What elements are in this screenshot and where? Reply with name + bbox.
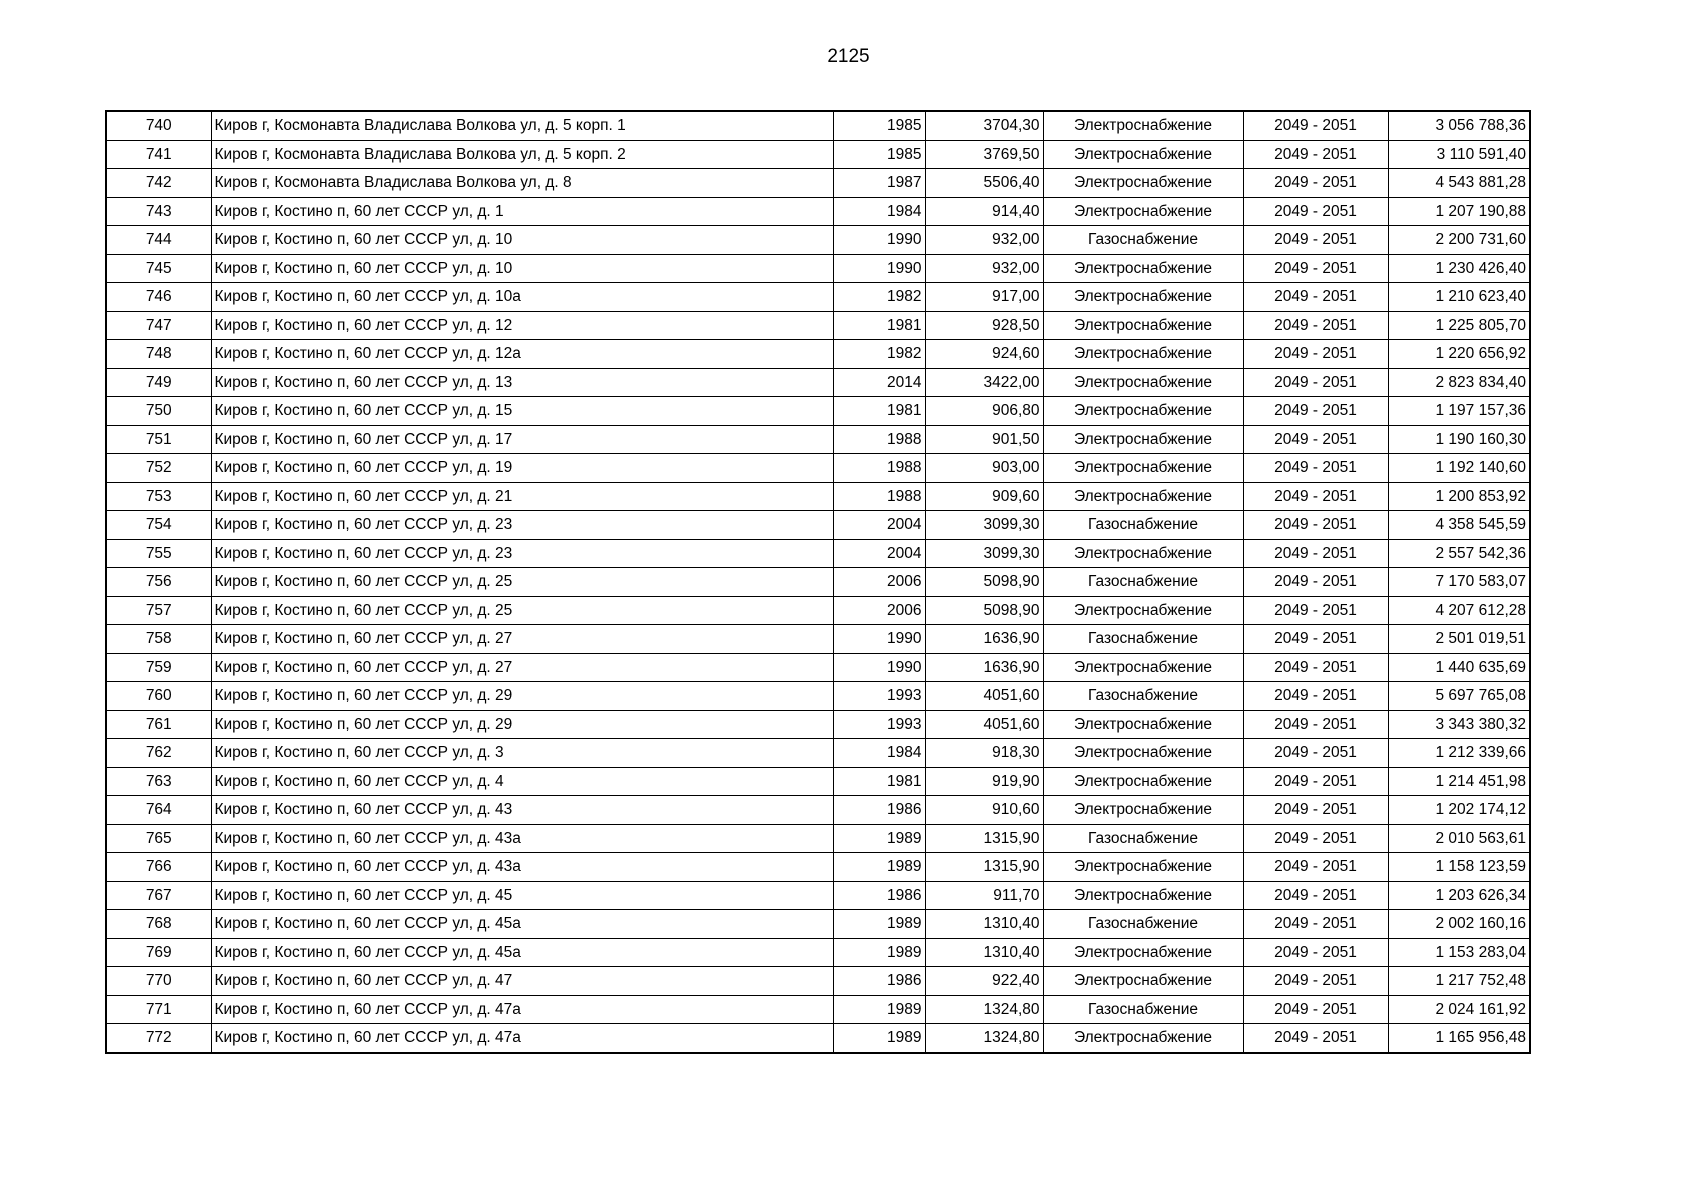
address-cell: Киров г, Костино п, 60 лет СССР ул, д. 13 (211, 368, 833, 397)
cost-cell: 1 230 426,40 (1388, 254, 1530, 283)
address-cell: Киров г, Костино п, 60 лет СССР ул, д. 10а (211, 283, 833, 312)
address-cell: Киров г, Костино п, 60 лет СССР ул, д. 25 (211, 568, 833, 597)
period-cell: 2049 - 2051 (1243, 425, 1388, 454)
address-cell: Киров г, Костино п, 60 лет СССР ул, д. 45а (211, 910, 833, 939)
row-number-cell: 751 (106, 425, 211, 454)
build-year-cell: 1981 (833, 397, 925, 426)
row-number-cell: 743 (106, 197, 211, 226)
table-row (106, 824, 1530, 853)
build-year-cell: 1984 (833, 197, 925, 226)
build-year-cell: 1989 (833, 995, 925, 1024)
service-type-cell: Электроснабжение (1043, 539, 1243, 568)
service-type-cell: Электроснабжение (1043, 767, 1243, 796)
service-type-cell: Электроснабжение (1043, 197, 1243, 226)
row-number-cell: 772 (106, 1024, 211, 1053)
build-year-cell: 1985 (833, 111, 925, 140)
area-cell: 928,50 (925, 311, 1043, 340)
address-cell: Киров г, Костино п, 60 лет СССР ул, д. 12а (211, 340, 833, 369)
build-year-cell: 1986 (833, 796, 925, 825)
period-cell: 2049 - 2051 (1243, 311, 1388, 340)
area-cell: 932,00 (925, 254, 1043, 283)
table-row (106, 226, 1530, 255)
area-cell: 1310,40 (925, 910, 1043, 939)
area-cell: 919,90 (925, 767, 1043, 796)
table-row (106, 511, 1530, 540)
table-row (106, 197, 1530, 226)
address-cell: Киров г, Костино п, 60 лет СССР ул, д. 45 (211, 881, 833, 910)
row-number-cell: 745 (106, 254, 211, 283)
area-cell: 903,00 (925, 454, 1043, 483)
period-cell: 2049 - 2051 (1243, 397, 1388, 426)
row-number-cell: 761 (106, 710, 211, 739)
address-cell: Киров г, Костино п, 60 лет СССР ул, д. 4 (211, 767, 833, 796)
service-type-cell: Электроснабжение (1043, 482, 1243, 511)
build-year-cell: 2006 (833, 596, 925, 625)
address-cell: Киров г, Костино п, 60 лет СССР ул, д. 27 (211, 653, 833, 682)
row-number-cell: 742 (106, 169, 211, 198)
area-cell: 1310,40 (925, 938, 1043, 967)
cost-cell: 1 153 283,04 (1388, 938, 1530, 967)
build-year-cell: 1989 (833, 853, 925, 882)
table-row (106, 254, 1530, 283)
row-number-cell: 746 (106, 283, 211, 312)
build-year-cell: 2004 (833, 539, 925, 568)
period-cell: 2049 - 2051 (1243, 140, 1388, 169)
period-cell: 2049 - 2051 (1243, 340, 1388, 369)
service-type-cell: Газоснабжение (1043, 682, 1243, 711)
service-type-cell: Электроснабжение (1043, 881, 1243, 910)
table-row (106, 682, 1530, 711)
table-row (106, 995, 1530, 1024)
area-cell: 932,00 (925, 226, 1043, 255)
table-row (106, 482, 1530, 511)
period-cell: 2049 - 2051 (1243, 1024, 1388, 1053)
table-row (106, 368, 1530, 397)
service-type-cell: Газоснабжение (1043, 625, 1243, 654)
build-year-cell: 1993 (833, 682, 925, 711)
build-year-cell: 1990 (833, 254, 925, 283)
build-year-cell: 1990 (833, 653, 925, 682)
build-year-cell: 1990 (833, 625, 925, 654)
address-cell: Киров г, Костино п, 60 лет СССР ул, д. 43а (211, 853, 833, 882)
row-number-cell: 740 (106, 111, 211, 140)
cost-cell: 1 210 623,40 (1388, 283, 1530, 312)
cost-cell: 1 214 451,98 (1388, 767, 1530, 796)
period-cell: 2049 - 2051 (1243, 169, 1388, 198)
period-cell: 2049 - 2051 (1243, 568, 1388, 597)
row-number-cell: 766 (106, 853, 211, 882)
address-cell: Киров г, Костино п, 60 лет СССР ул, д. 21 (211, 482, 833, 511)
period-cell: 2049 - 2051 (1243, 653, 1388, 682)
row-number-cell: 764 (106, 796, 211, 825)
table-row (106, 853, 1530, 882)
area-cell: 1636,90 (925, 653, 1043, 682)
area-cell: 924,60 (925, 340, 1043, 369)
service-type-cell: Электроснабжение (1043, 169, 1243, 198)
cost-cell: 2 010 563,61 (1388, 824, 1530, 853)
address-cell: Киров г, Костино п, 60 лет СССР ул, д. 10 (211, 254, 833, 283)
row-number-cell: 759 (106, 653, 211, 682)
address-cell: Киров г, Костино п, 60 лет СССР ул, д. 1 (211, 197, 833, 226)
table-body (106, 111, 1530, 1053)
area-cell: 901,50 (925, 425, 1043, 454)
table-row (106, 111, 1530, 140)
address-cell: Киров г, Костино п, 60 лет СССР ул, д. 27 (211, 625, 833, 654)
row-number-cell: 755 (106, 539, 211, 568)
service-type-cell: Электроснабжение (1043, 710, 1243, 739)
period-cell: 2049 - 2051 (1243, 454, 1388, 483)
period-cell: 2049 - 2051 (1243, 910, 1388, 939)
cost-cell: 7 170 583,07 (1388, 568, 1530, 597)
service-type-cell: Электроснабжение (1043, 938, 1243, 967)
cost-cell: 1 158 123,59 (1388, 853, 1530, 882)
area-cell: 4051,60 (925, 682, 1043, 711)
table-row (106, 938, 1530, 967)
area-cell: 3099,30 (925, 511, 1043, 540)
service-type-cell: Электроснабжение (1043, 653, 1243, 682)
area-cell: 906,80 (925, 397, 1043, 426)
cost-cell: 2 557 542,36 (1388, 539, 1530, 568)
build-year-cell: 1986 (833, 881, 925, 910)
cost-cell: 1 190 160,30 (1388, 425, 1530, 454)
cost-cell: 1 207 190,88 (1388, 197, 1530, 226)
cost-cell: 2 024 161,92 (1388, 995, 1530, 1024)
service-type-cell: Электроснабжение (1043, 111, 1243, 140)
build-year-cell: 2004 (833, 511, 925, 540)
area-cell: 910,60 (925, 796, 1043, 825)
area-cell: 4051,60 (925, 710, 1043, 739)
table-row (106, 596, 1530, 625)
service-type-cell: Газоснабжение (1043, 995, 1243, 1024)
cost-cell: 2 823 834,40 (1388, 368, 1530, 397)
cost-cell: 5 697 765,08 (1388, 682, 1530, 711)
row-number-cell: 760 (106, 682, 211, 711)
build-year-cell: 1981 (833, 767, 925, 796)
address-cell: Киров г, Костино п, 60 лет СССР ул, д. 10 (211, 226, 833, 255)
row-number-cell: 747 (106, 311, 211, 340)
period-cell: 2049 - 2051 (1243, 853, 1388, 882)
address-cell: Киров г, Костино п, 60 лет СССР ул, д. 43 (211, 796, 833, 825)
row-number-cell: 762 (106, 739, 211, 768)
area-cell: 914,40 (925, 197, 1043, 226)
build-year-cell: 1984 (833, 739, 925, 768)
service-type-cell: Электроснабжение (1043, 140, 1243, 169)
period-cell: 2049 - 2051 (1243, 283, 1388, 312)
table-row (106, 568, 1530, 597)
cost-cell: 4 207 612,28 (1388, 596, 1530, 625)
build-year-cell: 1988 (833, 482, 925, 511)
table-row (106, 739, 1530, 768)
service-type-cell: Электроснабжение (1043, 397, 1243, 426)
build-year-cell: 1988 (833, 425, 925, 454)
period-cell: 2049 - 2051 (1243, 226, 1388, 255)
cost-cell: 2 501 019,51 (1388, 625, 1530, 654)
period-cell: 2049 - 2051 (1243, 682, 1388, 711)
address-cell: Киров г, Костино п, 60 лет СССР ул, д. 47а (211, 995, 833, 1024)
cost-cell: 1 217 752,48 (1388, 967, 1530, 996)
row-number-cell: 749 (106, 368, 211, 397)
service-type-cell: Электроснабжение (1043, 596, 1243, 625)
table-row (106, 425, 1530, 454)
service-type-cell: Электроснабжение (1043, 739, 1243, 768)
cost-cell: 4 543 881,28 (1388, 169, 1530, 198)
cost-cell: 4 358 545,59 (1388, 511, 1530, 540)
period-cell: 2049 - 2051 (1243, 710, 1388, 739)
build-year-cell: 1989 (833, 910, 925, 939)
row-number-cell: 770 (106, 967, 211, 996)
page-number: 2125 (827, 46, 870, 67)
area-cell: 1315,90 (925, 824, 1043, 853)
build-year-cell: 1982 (833, 340, 925, 369)
service-type-cell: Газоснабжение (1043, 910, 1243, 939)
row-number-cell: 750 (106, 397, 211, 426)
table-row (106, 767, 1530, 796)
address-cell: Киров г, Костино п, 60 лет СССР ул, д. 29 (211, 682, 833, 711)
row-number-cell: 744 (106, 226, 211, 255)
registry-table (105, 110, 1531, 1054)
cost-cell: 1 440 635,69 (1388, 653, 1530, 682)
table-row (106, 881, 1530, 910)
period-cell: 2049 - 2051 (1243, 197, 1388, 226)
row-number-cell: 765 (106, 824, 211, 853)
cost-cell: 2 200 731,60 (1388, 226, 1530, 255)
table-row (106, 283, 1530, 312)
service-type-cell: Электроснабжение (1043, 311, 1243, 340)
area-cell: 3769,50 (925, 140, 1043, 169)
cost-cell: 3 343 380,32 (1388, 710, 1530, 739)
period-cell: 2049 - 2051 (1243, 368, 1388, 397)
row-number-cell: 748 (106, 340, 211, 369)
area-cell: 911,70 (925, 881, 1043, 910)
cost-cell: 1 225 805,70 (1388, 311, 1530, 340)
address-cell: Киров г, Костино п, 60 лет СССР ул, д. 47 (211, 967, 833, 996)
table-row (106, 340, 1530, 369)
build-year-cell: 2014 (833, 368, 925, 397)
period-cell: 2049 - 2051 (1243, 539, 1388, 568)
cost-cell: 3 056 788,36 (1388, 111, 1530, 140)
build-year-cell: 1989 (833, 824, 925, 853)
table-row (106, 169, 1530, 198)
area-cell: 1324,80 (925, 1024, 1043, 1053)
cost-cell: 3 110 591,40 (1388, 140, 1530, 169)
address-cell: Киров г, Костино п, 60 лет СССР ул, д. 43а (211, 824, 833, 853)
service-type-cell: Электроснабжение (1043, 283, 1243, 312)
service-type-cell: Электроснабжение (1043, 454, 1243, 483)
row-number-cell: 752 (106, 454, 211, 483)
address-cell: Киров г, Костино п, 60 лет СССР ул, д. 12 (211, 311, 833, 340)
area-cell: 917,00 (925, 283, 1043, 312)
table-row (106, 539, 1530, 568)
build-year-cell: 2006 (833, 568, 925, 597)
cost-cell: 1 200 853,92 (1388, 482, 1530, 511)
table-row (106, 140, 1530, 169)
table-row (106, 796, 1530, 825)
service-type-cell: Электроснабжение (1043, 967, 1243, 996)
build-year-cell: 1993 (833, 710, 925, 739)
row-number-cell: 771 (106, 995, 211, 1024)
period-cell: 2049 - 2051 (1243, 938, 1388, 967)
area-cell: 918,30 (925, 739, 1043, 768)
address-cell: Киров г, Космонавта Владислава Волкова ул, д. 8 (211, 169, 833, 198)
address-cell: Киров г, Костино п, 60 лет СССР ул, д. 15 (211, 397, 833, 426)
build-year-cell: 1989 (833, 938, 925, 967)
table-row (106, 454, 1530, 483)
address-cell: Киров г, Космонавта Владислава Волкова ул, д. 5 корп. 1 (211, 111, 833, 140)
address-cell: Киров г, Костино п, 60 лет СССР ул, д. 25 (211, 596, 833, 625)
service-type-cell: Электроснабжение (1043, 368, 1243, 397)
address-cell: Киров г, Костино п, 60 лет СССР ул, д. 3 (211, 739, 833, 768)
table-row (106, 311, 1530, 340)
service-type-cell: Электроснабжение (1043, 1024, 1243, 1053)
address-cell: Киров г, Костино п, 60 лет СССР ул, д. 17 (211, 425, 833, 454)
period-cell: 2049 - 2051 (1243, 824, 1388, 853)
row-number-cell: 754 (106, 511, 211, 540)
period-cell: 2049 - 2051 (1243, 254, 1388, 283)
build-year-cell: 1988 (833, 454, 925, 483)
service-type-cell: Электроснабжение (1043, 340, 1243, 369)
area-cell: 909,60 (925, 482, 1043, 511)
build-year-cell: 1986 (833, 967, 925, 996)
cost-cell: 1 202 174,12 (1388, 796, 1530, 825)
address-cell: Киров г, Костино п, 60 лет СССР ул, д. 23 (211, 539, 833, 568)
table-row (106, 625, 1530, 654)
table-row (106, 653, 1530, 682)
service-type-cell: Газоснабжение (1043, 568, 1243, 597)
row-number-cell: 757 (106, 596, 211, 625)
period-cell: 2049 - 2051 (1243, 796, 1388, 825)
period-cell: 2049 - 2051 (1243, 596, 1388, 625)
address-cell: Киров г, Костино п, 60 лет СССР ул, д. 19 (211, 454, 833, 483)
table-row (106, 967, 1530, 996)
area-cell: 5506,40 (925, 169, 1043, 198)
cost-cell: 1 220 656,92 (1388, 340, 1530, 369)
service-type-cell: Газоснабжение (1043, 511, 1243, 540)
table-row (106, 710, 1530, 739)
area-cell: 3099,30 (925, 539, 1043, 568)
table-row (106, 397, 1530, 426)
cost-cell: 1 165 956,48 (1388, 1024, 1530, 1053)
row-number-cell: 741 (106, 140, 211, 169)
area-cell: 5098,90 (925, 596, 1043, 625)
address-cell: Киров г, Космонавта Владислава Волкова ул, д. 5 корп. 2 (211, 140, 833, 169)
build-year-cell: 1989 (833, 1024, 925, 1053)
address-cell: Киров г, Костино п, 60 лет СССР ул, д. 45а (211, 938, 833, 967)
area-cell: 3422,00 (925, 368, 1043, 397)
period-cell: 2049 - 2051 (1243, 967, 1388, 996)
build-year-cell: 1985 (833, 140, 925, 169)
area-cell: 1315,90 (925, 853, 1043, 882)
row-number-cell: 767 (106, 881, 211, 910)
period-cell: 2049 - 2051 (1243, 511, 1388, 540)
build-year-cell: 1981 (833, 311, 925, 340)
cost-cell: 1 203 626,34 (1388, 881, 1530, 910)
address-cell: Киров г, Костино п, 60 лет СССР ул, д. 47а (211, 1024, 833, 1053)
cost-cell: 1 192 140,60 (1388, 454, 1530, 483)
area-cell: 5098,90 (925, 568, 1043, 597)
area-cell: 1636,90 (925, 625, 1043, 654)
service-type-cell: Электроснабжение (1043, 425, 1243, 454)
period-cell: 2049 - 2051 (1243, 881, 1388, 910)
build-year-cell: 1982 (833, 283, 925, 312)
area-cell: 1324,80 (925, 995, 1043, 1024)
row-number-cell: 756 (106, 568, 211, 597)
service-type-cell: Газоснабжение (1043, 226, 1243, 255)
row-number-cell: 758 (106, 625, 211, 654)
table-row (106, 910, 1530, 939)
table-row (106, 1024, 1530, 1053)
address-cell: Киров г, Костино п, 60 лет СССР ул, д. 23 (211, 511, 833, 540)
area-cell: 3704,30 (925, 111, 1043, 140)
area-cell: 922,40 (925, 967, 1043, 996)
build-year-cell: 1987 (833, 169, 925, 198)
address-cell: Киров г, Костино п, 60 лет СССР ул, д. 29 (211, 710, 833, 739)
row-number-cell: 763 (106, 767, 211, 796)
service-type-cell: Электроснабжение (1043, 796, 1243, 825)
period-cell: 2049 - 2051 (1243, 767, 1388, 796)
period-cell: 2049 - 2051 (1243, 995, 1388, 1024)
cost-cell: 2 002 160,16 (1388, 910, 1530, 939)
service-type-cell: Газоснабжение (1043, 824, 1243, 853)
service-type-cell: Электроснабжение (1043, 254, 1243, 283)
row-number-cell: 769 (106, 938, 211, 967)
build-year-cell: 1990 (833, 226, 925, 255)
period-cell: 2049 - 2051 (1243, 739, 1388, 768)
cost-cell: 1 212 339,66 (1388, 739, 1530, 768)
row-number-cell: 768 (106, 910, 211, 939)
row-number-cell: 753 (106, 482, 211, 511)
period-cell: 2049 - 2051 (1243, 482, 1388, 511)
cost-cell: 1 197 157,36 (1388, 397, 1530, 426)
service-type-cell: Электроснабжение (1043, 853, 1243, 882)
period-cell: 2049 - 2051 (1243, 111, 1388, 140)
period-cell: 2049 - 2051 (1243, 625, 1388, 654)
